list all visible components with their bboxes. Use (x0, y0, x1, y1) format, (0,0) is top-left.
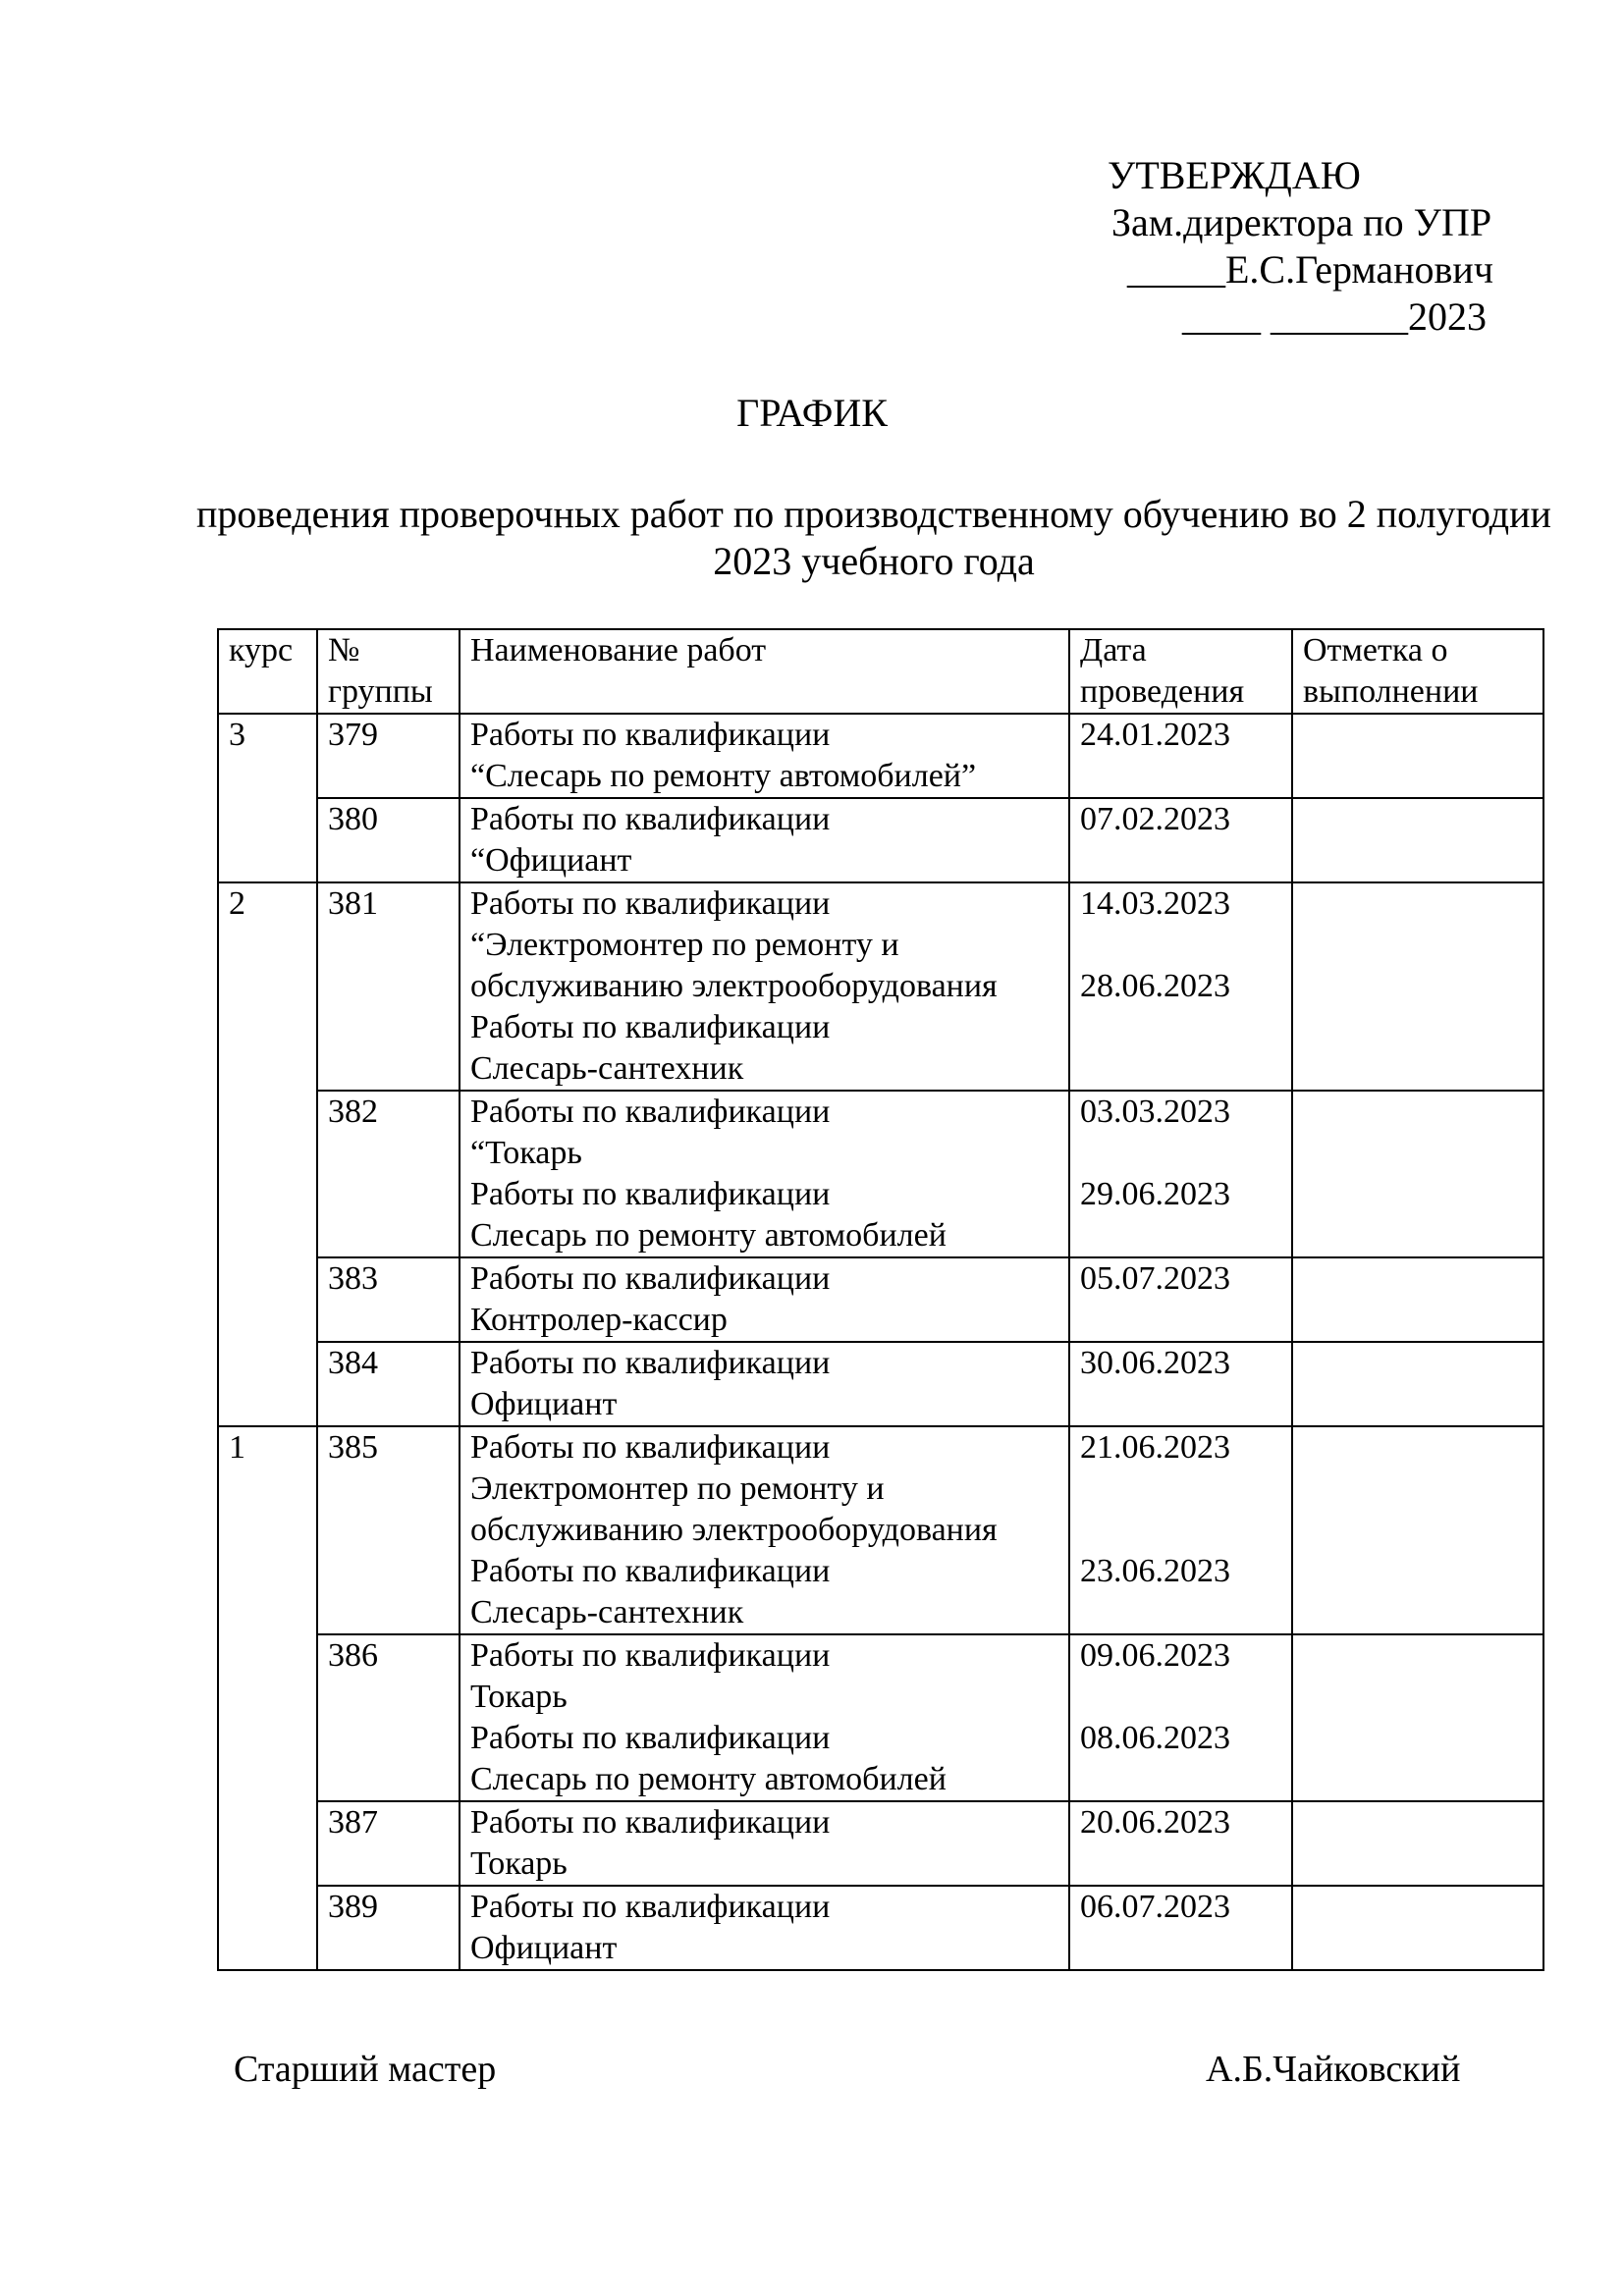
work-line: “Слесарь по ремонту автомобилей” (470, 758, 977, 794)
table-row (218, 1634, 1543, 1801)
work-line: Работы по квалификации (470, 801, 831, 837)
table-row (218, 882, 1543, 1091)
schedule-table (217, 628, 1544, 1971)
group-cell: 379 (317, 714, 460, 798)
date-cell (1069, 1342, 1292, 1426)
mark-cell (1292, 714, 1543, 798)
work-line: Электромонтер по ремонту и (470, 1470, 885, 1507)
table-row (218, 1257, 1543, 1342)
group-cell: 381 (317, 882, 460, 1091)
work-line: Работы по квалификации (470, 1637, 831, 1674)
document-subtitle: проведения проверочных работ по производственному обучению во 2 полугодии 2023 учебного года (196, 492, 1551, 583)
work-name-cell (460, 1091, 1069, 1257)
work-line: Работы по квалификации (470, 1804, 831, 1841)
approval-date: ____ _______2023 (1182, 294, 1487, 339)
mark-cell (1292, 1886, 1543, 1970)
work-name-cell (460, 882, 1069, 1091)
work-line: Работы по квалификации (470, 1260, 831, 1297)
work-line: Работы по квалификации (470, 1720, 831, 1756)
work-name-cell (460, 1426, 1069, 1634)
date-cell (1069, 1801, 1292, 1886)
date-value: 09.06.2023 (1080, 1637, 1230, 1674)
date-value: 21.06.2023 (1080, 1429, 1230, 1466)
work-name-cell (460, 1634, 1069, 1801)
work-line: Слесарь-сантехник (470, 1050, 744, 1087)
date-value: 07.02.2023 (1080, 801, 1230, 837)
date-cell (1069, 1426, 1292, 1634)
header-course: курс (218, 629, 317, 714)
date-cell (1069, 798, 1292, 882)
group-cell: 380 (317, 798, 460, 882)
group-cell: 386 (317, 1634, 460, 1801)
work-line: Официант (470, 1930, 618, 1966)
date-value: 29.06.2023 (1080, 1176, 1230, 1212)
work-line: обслуживанию электрооборудования (470, 1512, 998, 1548)
approval-position: Зам.директора по УПР (1111, 200, 1492, 244)
table-row (218, 1426, 1543, 1634)
table-row (218, 1801, 1543, 1886)
footer-role: Старший мастер (234, 2049, 497, 2090)
date-cell (1069, 882, 1292, 1091)
header-group: № группы (317, 629, 460, 714)
group-cell: 384 (317, 1342, 460, 1426)
date-cell (1069, 714, 1292, 798)
date-cell (1069, 1091, 1292, 1257)
mark-cell (1292, 798, 1543, 882)
header-mark: Отметка о выполнении (1292, 629, 1543, 714)
work-name-cell (460, 714, 1069, 798)
work-line: Слесарь по ремонту автомобилей (470, 1217, 947, 1254)
table-header-row (218, 629, 1543, 714)
work-line: “Токарь (470, 1135, 582, 1171)
date-cell (1069, 1257, 1292, 1342)
work-line: Слесарь-сантехник (470, 1594, 744, 1630)
course-cell: 3 (218, 714, 317, 882)
date-value: 28.06.2023 (1080, 968, 1230, 1004)
date-value: 23.06.2023 (1080, 1553, 1230, 1589)
date-value: 24.01.2023 (1080, 717, 1230, 753)
footer-signatory: А.Б.Чайковский (1206, 2049, 1461, 2090)
course-cell: 2 (218, 882, 317, 1426)
approval-heading: УТВЕРЖДАЮ (1108, 153, 1361, 197)
group-cell: 387 (317, 1801, 460, 1886)
document-title: ГРАФИК (736, 391, 888, 435)
table-row (218, 1342, 1543, 1426)
work-line: Токарь (470, 1679, 568, 1715)
work-name-cell (460, 1342, 1069, 1426)
table-row (218, 714, 1543, 798)
date-value: 30.06.2023 (1080, 1345, 1230, 1381)
date-value: 06.07.2023 (1080, 1889, 1230, 1925)
approval-signature: _____Е.С.Германович (1127, 247, 1493, 292)
work-line: Контролер-кассир (470, 1302, 728, 1338)
mark-cell (1292, 1634, 1543, 1801)
work-line: Работы по квалификации (470, 1094, 831, 1130)
mark-cell (1292, 1801, 1543, 1886)
mark-cell (1292, 1426, 1543, 1634)
group-cell: 383 (317, 1257, 460, 1342)
work-name-cell (460, 798, 1069, 882)
date-value: 08.06.2023 (1080, 1720, 1230, 1756)
date-cell (1069, 1634, 1292, 1801)
date-value: 14.03.2023 (1080, 885, 1230, 922)
work-line: Слесарь по ремонту автомобилей (470, 1761, 947, 1797)
date-cell (1069, 1886, 1292, 1970)
work-line: Работы по квалификации (470, 1429, 831, 1466)
work-name-cell (460, 1257, 1069, 1342)
date-value: 03.03.2023 (1080, 1094, 1230, 1130)
work-line: “Официант (470, 842, 632, 879)
group-cell: 385 (317, 1426, 460, 1634)
approval-block (1108, 152, 1493, 341)
date-value: 05.07.2023 (1080, 1260, 1230, 1297)
work-line: Работы по квалификации (470, 1889, 831, 1925)
header-name: Наименование работ (460, 629, 1069, 714)
mark-cell (1292, 1257, 1543, 1342)
mark-cell (1292, 882, 1543, 1091)
work-line: Работы по квалификации (470, 1553, 831, 1589)
table-row (218, 1886, 1543, 1970)
work-line: Работы по квалификации (470, 1345, 831, 1381)
table-row (218, 798, 1543, 882)
work-line: Работы по квалификации (470, 885, 831, 922)
table-row (218, 1091, 1543, 1257)
work-line: Официант (470, 1386, 618, 1422)
work-line: Токарь (470, 1845, 568, 1882)
course-cell: 1 (218, 1426, 317, 1970)
date-value: 20.06.2023 (1080, 1804, 1230, 1841)
mark-cell (1292, 1091, 1543, 1257)
work-line: Работы по квалификации (470, 717, 831, 753)
header-date: Дата проведения (1069, 629, 1292, 714)
work-line: Работы по квалификации (470, 1009, 831, 1045)
group-cell: 382 (317, 1091, 460, 1257)
work-line: Работы по квалификации (470, 1176, 831, 1212)
work-line: обслуживанию электрооборудования (470, 968, 998, 1004)
mark-cell (1292, 1342, 1543, 1426)
work-name-cell (460, 1801, 1069, 1886)
group-cell: 389 (317, 1886, 460, 1970)
work-name-cell (460, 1886, 1069, 1970)
work-line: “Электромонтер по ремонту и (470, 927, 899, 963)
